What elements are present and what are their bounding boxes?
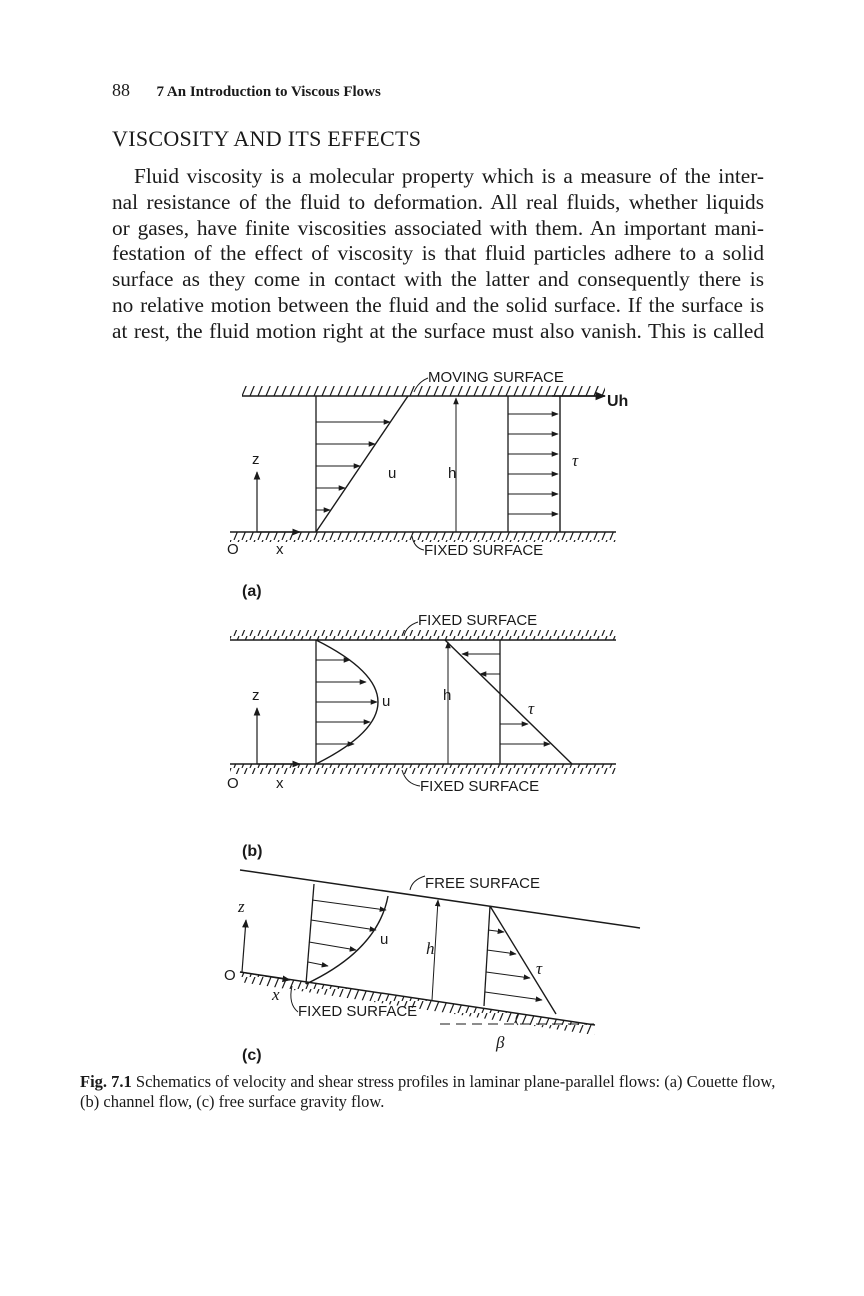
origin-label: O [227,541,239,558]
paragraph-line: or gases, have finite viscosities associated with them. An important mani- [112,215,764,240]
fixed-surface-bottom-label: FIXED SURFACE [420,778,540,795]
paragraph-line: nal resistance of the fluid to deformation. All real fluids, whether liquids [112,189,764,214]
caption-label: Fig. 7.1 [80,1072,132,1091]
fixed-surface-label: FIXED SURFACE [298,1003,418,1020]
paragraph-line: at rest, the fluid motion right at the surface must also vanish. This is called [112,318,764,343]
x-axis-label: x [272,985,280,1004]
beta-label: β [496,1033,505,1052]
z-axis-label: z [238,897,245,916]
paragraph-line: surface as they come in contact with the latter and consequently there is [112,267,764,292]
x-axis-label: x [276,541,284,558]
running-header [112,80,381,101]
fixed-surface-label: FIXED SURFACE [424,542,544,559]
paragraph-line: Fluid viscosity is a molecular property which is a measure of the inter- [134,164,764,188]
panel-a-label: (a) [242,583,262,600]
chapter-title: 7 An Introduction to Viscous Flows [156,84,381,100]
tau-label: τ [528,699,535,718]
paragraph-line: festation of the effect of viscosity is that fluid particles adhere to a solid [112,241,764,266]
moving-surface-label: MOVING SURFACE [428,369,564,386]
h-label: h [426,939,435,958]
page-number: 88 [112,80,130,100]
origin-label: O [227,775,239,792]
h-label: h [448,465,457,482]
tau-label: τ [536,959,543,978]
panel-c-free-surface [224,870,640,1064]
z-axis-label: z [252,451,260,468]
origin-label: O [224,967,236,984]
panel-a-couette [227,369,628,600]
fixed-surface-top-label: FIXED SURFACE [418,612,538,629]
z-axis-label: z [252,687,260,704]
paragraph-line: no relative motion between the fluid and the solid surface. If the surface is [112,292,764,317]
body-paragraph [112,164,764,345]
figure-caption [80,1072,780,1112]
x-axis-label: x [276,775,284,792]
figure-7-1 [200,360,680,1070]
panel-b-channel [227,612,616,860]
panel-b-label: (b) [242,843,263,860]
caption-text: Schematics of velocity and shear stress profiles in laminar plane-parallel flows: (a) Couette flow, (b) channel flow, (c) free surface gravity flow. [80,1072,776,1111]
u-label: u [382,693,391,710]
tau-label: τ [572,451,579,470]
panel-c-label: (c) [242,1047,262,1064]
free-surface-label: FREE SURFACE [425,875,541,892]
h-label: h [443,687,452,704]
uh-label: Uh [607,393,629,410]
u-label: u [380,931,389,948]
section-heading: VISCOSITY AND ITS EFFECTS [112,126,422,151]
u-label: u [388,465,397,482]
